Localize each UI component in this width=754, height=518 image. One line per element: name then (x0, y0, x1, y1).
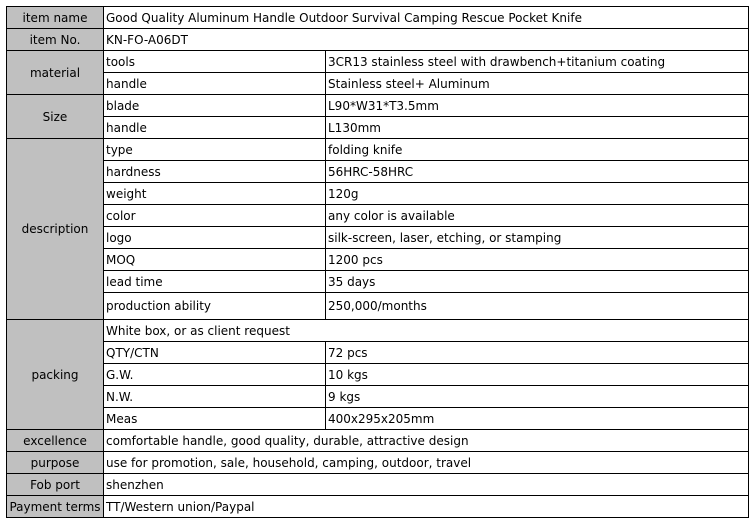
value-item-name: Good Quality Aluminum Handle Outdoor Survival Camping Rescue Pocket Knife (104, 7, 749, 29)
row-description-moq (7, 249, 749, 271)
value-logo: silk-screen, laser, etching, or stamping (326, 227, 749, 249)
value-material-tools: 3CR13 stainless steel with drawbench+titanium coating (326, 51, 749, 73)
row-material-tools (7, 51, 749, 73)
row-packing-meas (7, 408, 749, 430)
row-size-handle (7, 117, 749, 139)
value-gw: 10 kgs (326, 364, 749, 386)
key-logo: logo (104, 227, 326, 249)
value-packing-note: White box, or as client request (104, 320, 749, 342)
row-purpose (7, 452, 749, 474)
label-item-name: item name (7, 7, 104, 29)
key-nw: N.W. (104, 386, 326, 408)
key-size-handle: handle (104, 117, 326, 139)
value-production-ability: 250,000/months (326, 293, 749, 320)
value-hardness: 56HRC-58HRC (326, 161, 749, 183)
value-type: folding knife (326, 139, 749, 161)
row-size-blade (7, 95, 749, 117)
row-description-logo (7, 227, 749, 249)
row-item-name (7, 7, 749, 29)
row-packing-note (7, 320, 749, 342)
value-weight: 120g (326, 183, 749, 205)
key-meas: Meas (104, 408, 326, 430)
value-lead-time: 35 days (326, 271, 749, 293)
row-description-hardness (7, 161, 749, 183)
value-fob-port: shenzhen (104, 474, 749, 496)
row-packing-gw (7, 364, 749, 386)
value-purpose: use for promotion, sale, household, camping, outdoor, travel (104, 452, 749, 474)
label-purpose: purpose (7, 452, 104, 474)
value-material-handle: Stainless steel+ Aluminum (326, 73, 749, 95)
row-excellence (7, 430, 749, 452)
product-spec-table (6, 6, 749, 518)
key-hardness: hardness (104, 161, 326, 183)
value-moq: 1200 pcs (326, 249, 749, 271)
value-excellence: comfortable handle, good quality, durable, attractive design (104, 430, 749, 452)
key-material-tools: tools (104, 51, 326, 73)
key-type: type (104, 139, 326, 161)
label-item-no: item No. (7, 29, 104, 51)
key-gw: G.W. (104, 364, 326, 386)
key-color: color (104, 205, 326, 227)
value-payment-terms: TT/Western union/Paypal (104, 496, 749, 518)
row-item-no (7, 29, 749, 51)
value-size-handle: L130mm (326, 117, 749, 139)
row-fob-port (7, 474, 749, 496)
value-qty-ctn: 72 pcs (326, 342, 749, 364)
row-description-lead-time (7, 271, 749, 293)
key-qty-ctn: QTY/CTN (104, 342, 326, 364)
label-size: Size (7, 95, 104, 139)
row-description-production-ability (7, 293, 749, 320)
row-packing-qty (7, 342, 749, 364)
value-size-blade: L90*W31*T3.5mm (326, 95, 749, 117)
key-size-blade: blade (104, 95, 326, 117)
value-item-no: KN-FO-A06DT (104, 29, 749, 51)
value-nw: 9 kgs (326, 386, 749, 408)
key-material-handle: handle (104, 73, 326, 95)
key-moq: MOQ (104, 249, 326, 271)
key-lead-time: lead time (104, 271, 326, 293)
value-meas: 400x295x205mm (326, 408, 749, 430)
label-fob-port: Fob port (7, 474, 104, 496)
row-packing-nw (7, 386, 749, 408)
label-description: description (7, 139, 104, 320)
label-material: material (7, 51, 104, 95)
row-description-type (7, 139, 749, 161)
key-production-ability: production ability (104, 293, 326, 320)
row-description-weight (7, 183, 749, 205)
label-packing: packing (7, 320, 104, 430)
key-weight: weight (104, 183, 326, 205)
row-description-color (7, 205, 749, 227)
row-payment-terms (7, 496, 749, 518)
label-payment-terms: Payment terms (7, 496, 104, 518)
label-excellence: excellence (7, 430, 104, 452)
value-color: any color is available (326, 205, 749, 227)
row-material-handle (7, 73, 749, 95)
